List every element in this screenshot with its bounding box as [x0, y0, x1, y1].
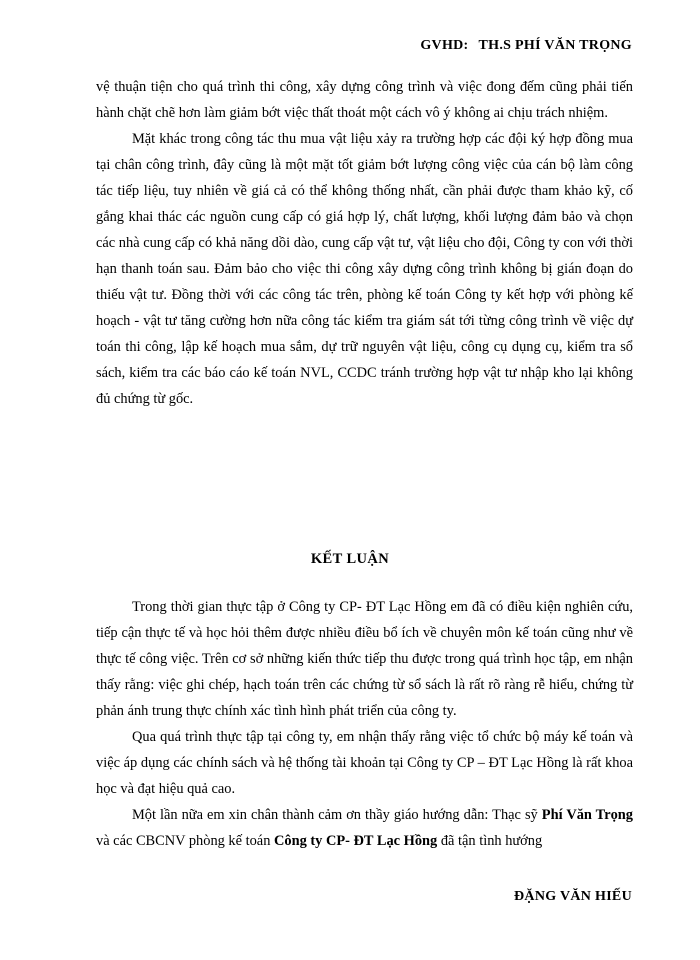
- top-section: [96, 74, 633, 412]
- advisor-name: Phí Văn Trọng: [541, 807, 633, 823]
- top-paragraph-1: vệ thuận tiện cho quá trình thi công, xây dựng công trình và việc đong đếm cũng phải tiến hành chặt chẽ hơn làm giảm bớt việc thất thoát một cách vô ý không ai chịu trách nhiệm.: [96, 79, 633, 121]
- company-name: Công ty CP- ĐT Lạc Hồng: [274, 833, 438, 849]
- conclusion-paragraph-2: Qua quá trình thực tập tại công ty, em nhận thấy rằng việc tổ chức bộ máy kế toán và việc áp dụng các chính sách và hệ thống tài khoản tại Công ty CP – ĐT Lạc Hồng là rất khoa học và đạt hiệu quả cao.: [96, 729, 633, 797]
- author-signature: ĐẶNG VĂN HIẾU: [514, 889, 632, 904]
- conclusion-title: KẾT LUẬN: [310, 551, 390, 567]
- conclusion-paragraph-1: Trong thời gian thực tập ở Công ty CP- ĐT Lạc Hồng em đã có điều kiện nghiên cứu, tiếp cận thực tế và học hỏi thêm được nhiều điều bổ ích về chuyên môn kế toán cũng như về thực tế công việc. Trên cơ sở những kiến thức tiếp thu được trong quá trình học tập, em nhận thấy rằng: việc ghi chép, hạch toán trên các chứng từ sổ sách là rất rõ ràng rễ hiểu, chứng từ phản ánh trung thực chính xác tình hình phát triển của công ty.: [96, 599, 633, 719]
- page-header: [420, 38, 632, 54]
- conclusion-section: [96, 594, 633, 854]
- conclusion-p3-text-1: Một lần nữa em xin chân thành cảm ơn thầy giáo hướng dẫn: Thạc sỹ: [132, 807, 542, 823]
- supervisor-name: TH.S PHÍ VĂN TRỌNG: [478, 38, 632, 53]
- conclusion-p3-text-3: đã tận tình hướng: [437, 833, 543, 849]
- supervisor-label: GVHD:: [420, 38, 469, 53]
- conclusion-p3-text-2: và các CBCNV phòng kế toán: [96, 833, 274, 849]
- conclusion-paragraph-3: [96, 802, 633, 854]
- top-paragraph-2: Mặt khác trong công tác thu mua vật liệu xảy ra trường hợp các đội ký hợp đồng mua tại chân công trình, đây cũng là một mặt tốt giảm bớt lượng công việc của cán bộ làm công tác tiếp liệu, tuy nhiên về giá cả có thể không thống nhất, cần phải được tham khảo kỹ, cố gắng khai thác các nguồn cung cấp có giá hợp lý, chất lượng, khối lượng đảm bảo và chọn các nhà cung cấp có khả năng dồi dào, cung cấp vật tư, vật liệu cho đội, Công ty con với thời hạn thanh toán sau. Đảm bảo cho việc thi công xây dựng công trình không bị gián đoạn do thiếu vật tư. Đồng thời với các công tác trên, phòng kế toán Công ty kết hợp với phòng kế hoạch - vật tư tăng cường hơn nữa công tác kiểm tra giám sát tới từng công trình về việc dự toán thi công, lập kế hoạch mua sắm, dự trữ nguyên vật liệu, công cụ dụng cụ, kiểm tra sổ sách, kiểm tra các báo cáo kế toán NVL, CCDC tránh trường hợp vật tư nhập kho lại không đủ chứng từ gốc.: [96, 131, 633, 407]
